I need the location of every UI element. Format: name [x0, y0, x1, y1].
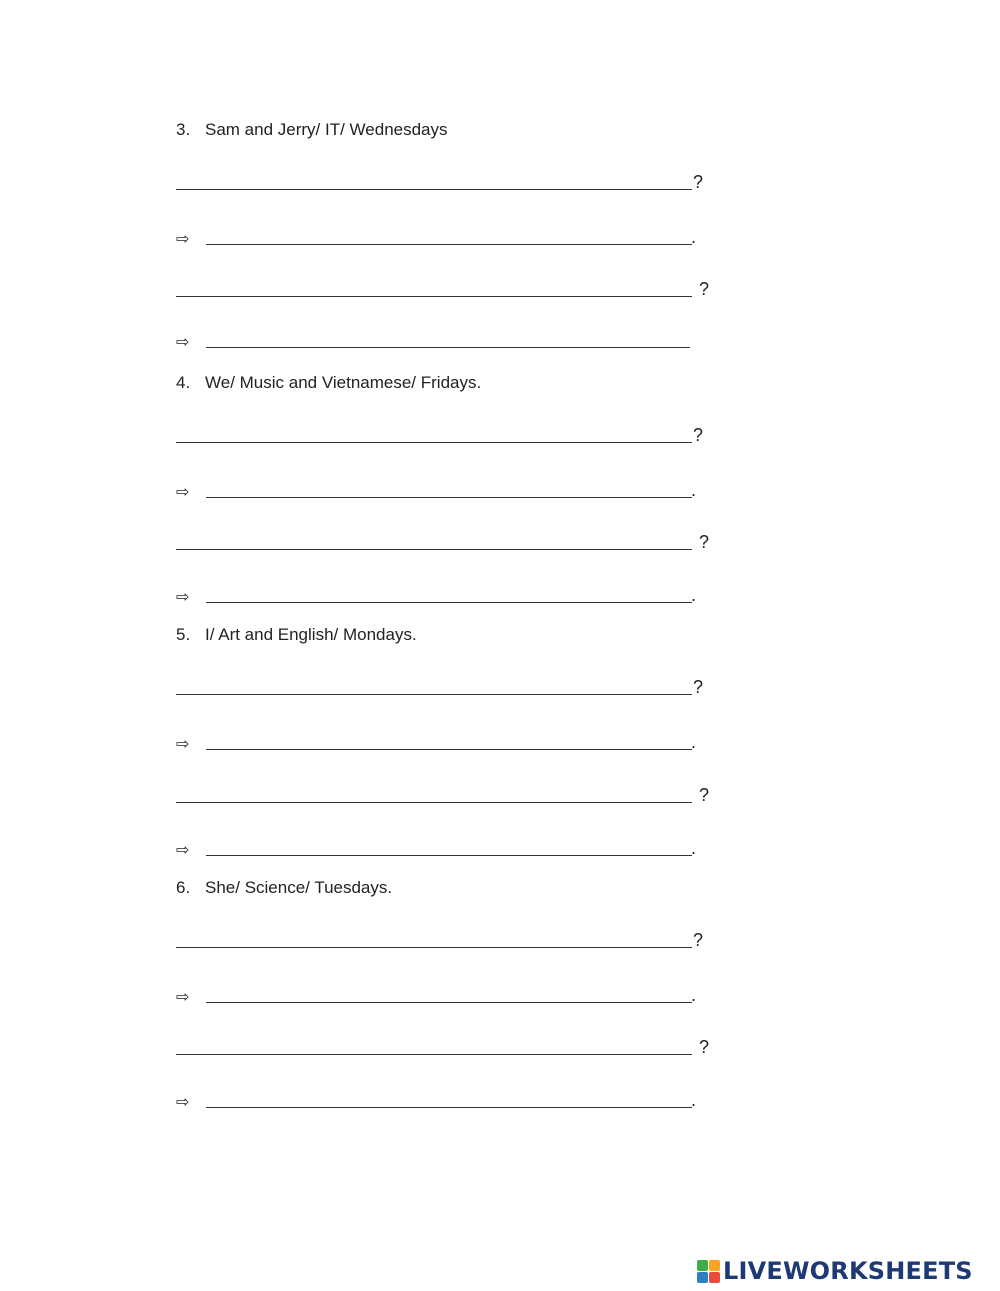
exercise-prompt — [176, 624, 417, 646]
answer-rule — [176, 1054, 692, 1055]
exercise-text: She/ Science/ Tuesdays. — [205, 878, 393, 897]
question-mark: ? — [699, 532, 710, 552]
question-mark: ? — [699, 1037, 710, 1057]
question-mark: ? — [699, 279, 710, 299]
answer-line[interactable] — [176, 229, 736, 251]
arrow-icon: ⇨ — [176, 484, 190, 501]
logo-mark-square — [709, 1272, 720, 1283]
logo-text: LIVEWORKSHEETS — [723, 1257, 973, 1285]
logo-mark-icon — [697, 1260, 720, 1283]
answer-rule — [206, 1107, 692, 1108]
answer-rule — [206, 749, 692, 750]
exercise-number: 3. — [176, 120, 191, 139]
question-mark: ? — [699, 785, 710, 805]
period-mark: . — [691, 985, 697, 1005]
question-mark: ? — [693, 425, 704, 445]
answer-rule — [176, 442, 692, 443]
question-line[interactable] — [176, 427, 736, 449]
question-line[interactable] — [176, 534, 736, 556]
exercise-3 — [176, 119, 776, 373]
exercise-5 — [176, 624, 776, 878]
question-line[interactable] — [176, 174, 736, 196]
period-mark: . — [691, 732, 697, 752]
arrow-icon: ⇨ — [176, 334, 190, 351]
answer-rule — [206, 855, 692, 856]
answer-rule — [206, 497, 692, 498]
question-line[interactable] — [176, 787, 736, 809]
exercise-prompt — [176, 372, 481, 394]
exercise-number: 4. — [176, 373, 191, 392]
exercise-4 — [176, 372, 776, 626]
answer-rule — [176, 802, 692, 803]
period-mark: . — [691, 480, 697, 500]
logo-mark-square — [697, 1272, 708, 1283]
exercise-text: I/ Art and English/ Mondays. — [205, 625, 417, 644]
exercise-prompt — [176, 877, 392, 899]
arrow-icon: ⇨ — [176, 1094, 190, 1111]
period-mark: . — [691, 838, 697, 858]
exercise-6 — [176, 877, 776, 1131]
answer-line[interactable] — [176, 840, 736, 862]
arrow-icon: ⇨ — [176, 842, 190, 859]
answer-line[interactable] — [176, 987, 736, 1009]
question-line[interactable] — [176, 932, 736, 954]
answer-rule — [176, 549, 692, 550]
question-mark: ? — [693, 172, 704, 192]
answer-line[interactable] — [176, 482, 736, 504]
logo-mark-square — [709, 1260, 720, 1271]
period-mark: . — [691, 227, 697, 247]
answer-line[interactable] — [176, 332, 736, 354]
exercise-text: Sam and Jerry/ IT/ Wednesdays — [205, 120, 448, 139]
exercise-number: 5. — [176, 625, 191, 644]
period-mark: . — [691, 585, 697, 605]
exercise-text: We/ Music and Vietnamese/ Fridays. — [205, 373, 482, 392]
logo-mark-square — [697, 1260, 708, 1271]
answer-rule — [176, 694, 692, 695]
arrow-icon: ⇨ — [176, 736, 190, 753]
answer-rule — [176, 189, 692, 190]
arrow-icon: ⇨ — [176, 231, 190, 248]
question-mark: ? — [693, 677, 704, 697]
arrow-icon: ⇨ — [176, 589, 190, 606]
liveworksheets-logo — [697, 1256, 973, 1286]
period-mark: . — [691, 1090, 697, 1110]
answer-rule — [206, 244, 692, 245]
exercise-prompt — [176, 119, 448, 141]
question-line[interactable] — [176, 281, 736, 303]
question-mark: ? — [693, 930, 704, 950]
answer-rule — [176, 947, 692, 948]
answer-rule — [206, 347, 690, 348]
question-line[interactable] — [176, 1039, 736, 1061]
answer-rule — [206, 1002, 692, 1003]
question-line[interactable] — [176, 679, 736, 701]
arrow-icon: ⇨ — [176, 989, 190, 1006]
answer-line[interactable] — [176, 734, 736, 756]
answer-rule — [176, 296, 692, 297]
answer-rule — [206, 602, 692, 603]
answer-line[interactable] — [176, 587, 736, 609]
answer-line[interactable] — [176, 1092, 736, 1114]
exercise-number: 6. — [176, 878, 191, 897]
